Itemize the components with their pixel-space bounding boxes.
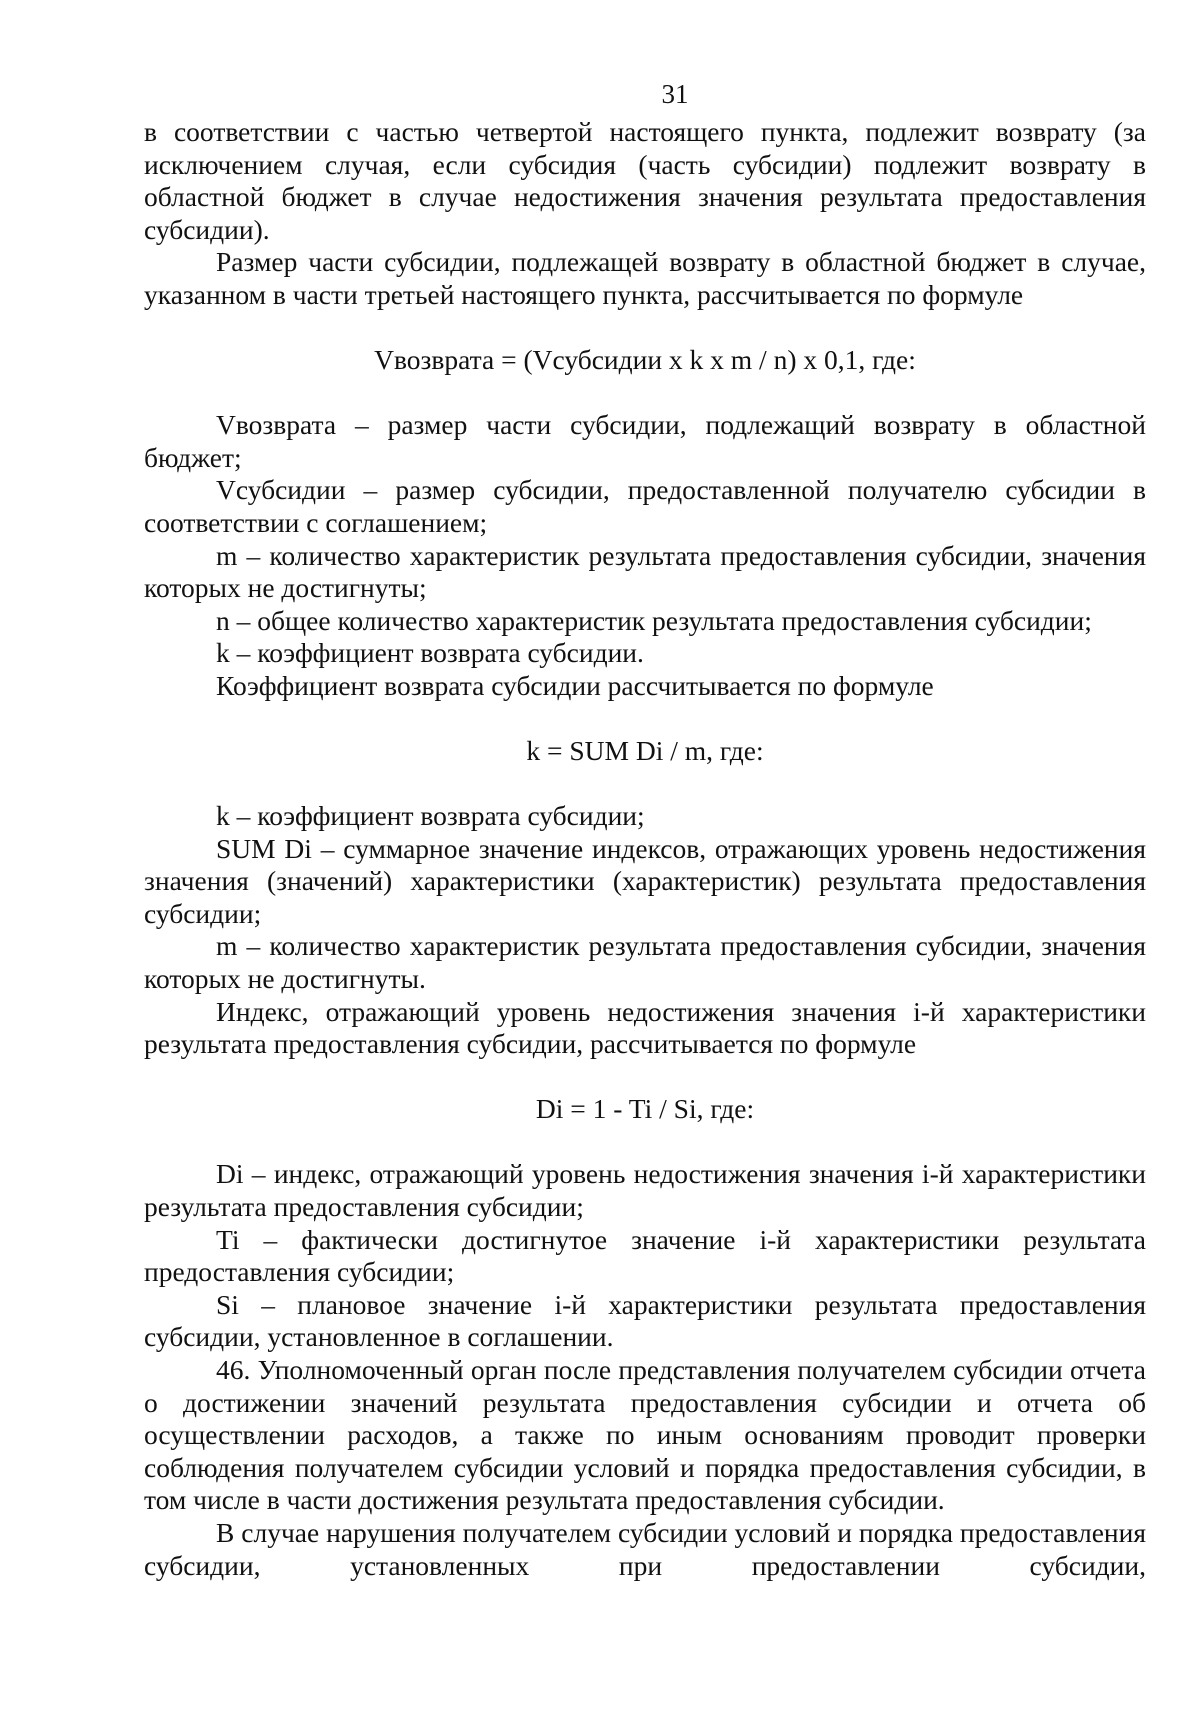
definition-v-refund: Vвозврата – размер части субсидии, подлежащий возврату в областной бюджет; [144, 409, 1146, 473]
formula-refund: Vвозврата = (Vсубсидии x k x m / n) x 0,1, где: [374, 343, 916, 375]
definition-si: Si – плановое значение i-й характеристики результата предоставления субсидии, установленное в соглашении. [144, 1288, 1146, 1353]
paragraph-refund-size: Размер части субсидии, подлежащей возврату в областной бюджет в случае, указанном в части третьей настоящего пункта, рассчитывается по формуле [144, 246, 1146, 310]
definition-di: Di – индекс, отражающий уровень недостижения значения i-й характеристики результата предоставления субсидии; [144, 1158, 1146, 1223]
definition-sum-di: SUM Di – суммарное значение индексов, отражающих уровень недостижения значения (значений) характеристики (характеристик) результата предоставления субсидии; [144, 832, 1146, 929]
definition-n: n – общее количество характеристик результата предоставления субсидии; [216, 604, 1092, 636]
definition-m-2: m – количество характеристик результата предоставления субсидии, значения которых не достигнуты. [144, 930, 1146, 995]
definition-k-2: k – коэффициент возврата субсидии; [216, 800, 645, 832]
paragraph-item-46: 46. Уполномоченный орган после представления получателем субсидии отчета о достижении значений результата предоставления субсидии и отчета об осуществлении расходов, а также по иным основаниям проводит проверки соблюдения получателем субсидии условий и порядка предоставления субсидии, в том числе в части достижения результата предоставления субсидии. [144, 1354, 1146, 1516]
formula-index: Di = 1 - Ti / Si, где: [535, 1092, 755, 1124]
paragraph-index: Индекс, отражающий уровень недостижения значения i-й характеристики результата предоставления субсидии, рассчитывается по формуле [144, 995, 1146, 1060]
formula-coefficient: k = SUM Di / m, где: [526, 734, 764, 766]
definition-m: m – количество характеристик результата предоставления субсидии, значения которых не достигнуты; [144, 539, 1146, 604]
paragraph-coefficient: Коэффициент возврата субсидии рассчитывается по формуле [216, 669, 934, 701]
page-number: 31 [661, 79, 689, 109]
definition-k: k – коэффициент возврата субсидии. [216, 637, 644, 669]
paragraph-continuation: в соответствии с частью четвертой настоящего пункта, подлежит возврату (за исключением случая, если субсидия (часть субсидии) подлежит возврату в областной бюджет в случае недостижения значения результата предоставления субсидии). [144, 116, 1146, 245]
definition-ti: Ti – фактически достигнутое значение i-й характеристики результата предоставления субсидии; [144, 1223, 1146, 1288]
paragraph-violation: В случае нарушения получателем субсидии условий и порядка предоставления субсидии, установленных при предоставлении субсидии, [144, 1516, 1146, 1581]
document-page [144, 74, 1146, 1582]
definition-v-subsidy: Vсубсидии – размер субсидии, предоставленной получателю субсидии в соответствии с соглашением; [144, 474, 1146, 538]
